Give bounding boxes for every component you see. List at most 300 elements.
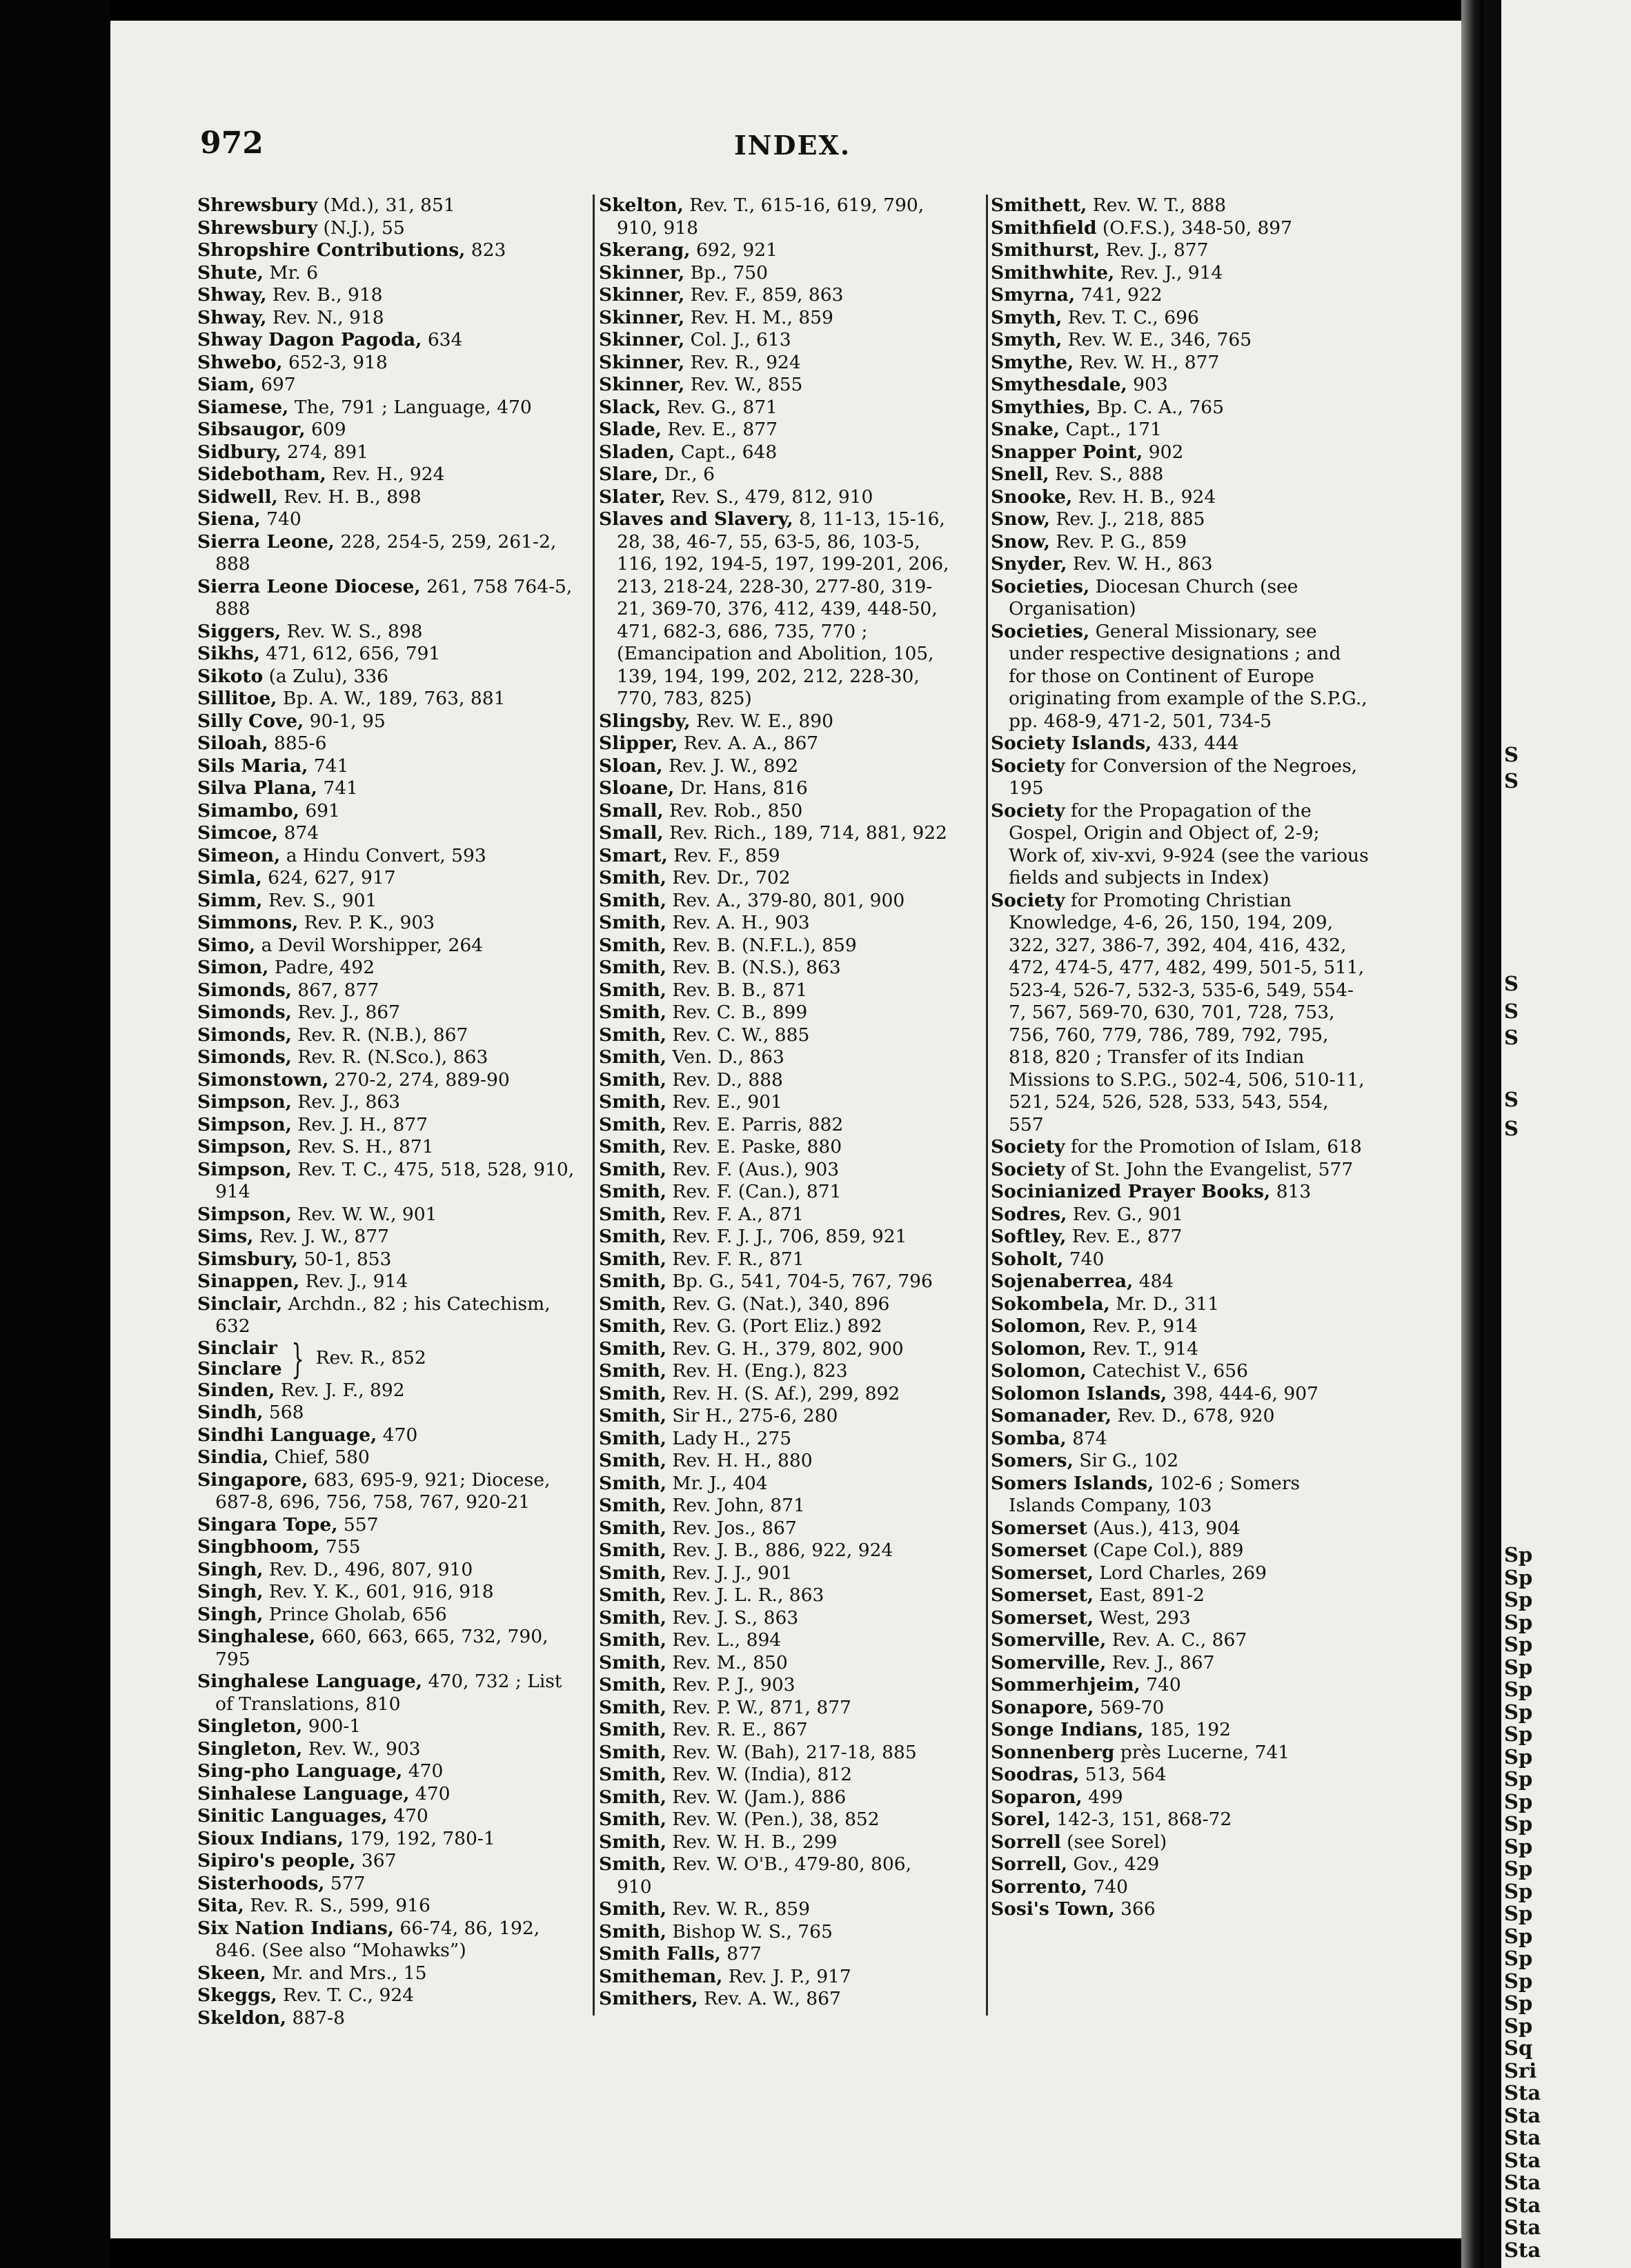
index-entry <box>599 822 951 845</box>
index-entry <box>197 755 584 778</box>
index-entry-heading: Songe Indians, <box>991 1719 1144 1740</box>
index-entry-heading: Smith, <box>599 934 666 956</box>
index-entry-heading: Smitheman, <box>599 1965 723 1987</box>
index-entry-refs: Rev. B., 918 <box>266 284 383 306</box>
index-entry-heading: Smith, <box>599 1898 666 1920</box>
index-entry-heading: Sindia, <box>197 1446 269 1468</box>
index-entry-heading: Soholt, <box>991 1248 1064 1270</box>
index-entry-heading: Smithfield <box>991 217 1097 239</box>
index-entry-heading: Sita, <box>197 1895 244 1916</box>
index-entry-refs: Rev. R. S., 599, 916 <box>244 1895 431 1916</box>
index-entry-refs: Sir H., 275-6, 280 <box>666 1405 838 1426</box>
index-entry-refs: 624, 627, 917 <box>261 867 396 888</box>
index-entry-refs: 471, 612, 656, 791 <box>259 643 441 664</box>
index-entry <box>197 397 584 419</box>
index-entry <box>197 1984 584 2007</box>
index-entry-heading: Societies, <box>991 575 1090 597</box>
facing-page-fragment: S <box>1504 769 1519 793</box>
index-entry <box>991 1428 1369 1451</box>
index-entry-refs: Rev. F. A., 871 <box>666 1203 804 1225</box>
index-entry-heading: Slack, <box>599 396 662 418</box>
index-entry-heading: Sidbury, <box>197 441 281 463</box>
index-entry-heading: Soparon, <box>991 1786 1083 1808</box>
index-entry-refs: Rev. P. G., 859 <box>1049 530 1187 553</box>
index-entry-refs: 433, 444 <box>1151 733 1239 754</box>
index-entry-heading: Simonds, <box>197 979 292 1001</box>
index-entry <box>599 800 951 823</box>
index-entry-heading: Society <box>991 799 1065 822</box>
index-entry-refs: 903 <box>1127 374 1168 395</box>
index-entry-refs: Rev. F. (Can.), 871 <box>666 1181 842 1202</box>
index-entry-heading: Sikhs, <box>197 643 260 664</box>
index-entry-refs: 557 <box>337 1513 379 1535</box>
index-entry-heading: Siam, <box>197 374 255 395</box>
index-entry-refs: a Hindu Convert, 593 <box>280 844 486 866</box>
index-entry-refs: (Md.), 31, 851 <box>317 195 455 216</box>
index-entry-heading: Somers, <box>991 1450 1074 1471</box>
index-entry-heading: Snooke, <box>991 486 1073 508</box>
index-entry-refs: 874 <box>1066 1427 1107 1449</box>
index-entry-heading: Sojenaberrea, <box>991 1271 1134 1292</box>
index-entry-refs: Rev. H. H., 880 <box>666 1450 813 1471</box>
index-entry-refs: Rev. N., 918 <box>266 306 384 328</box>
index-entry <box>599 239 951 262</box>
index-entry <box>991 1742 1369 1764</box>
index-entry-refs: (see Sorel) <box>1060 1831 1167 1853</box>
index-entry <box>991 1584 1369 1607</box>
facing-page-fragment: Sta <box>1504 2171 1541 2194</box>
index-entry-heading: Sladen, <box>599 441 675 463</box>
index-entry-refs: 813 <box>1270 1181 1312 1202</box>
index-entry-heading: Somerset <box>991 1517 1087 1539</box>
index-entry-refs: Rev. E. Paske, 880 <box>666 1136 842 1157</box>
index-entry-refs: 867, 877 <box>291 979 379 1001</box>
index-entry-heading: Simonds, <box>197 1024 292 1046</box>
index-entry-heading: Smith, <box>599 1674 666 1695</box>
index-entry-refs: 683, 695-9, 921; Diocese, 687-8, 696, 756, 758, 767, 920-21 <box>215 1469 551 1513</box>
index-entry <box>599 352 951 375</box>
index-entry <box>991 419 1369 441</box>
index-entry-heading: Socinianized Prayer Books, <box>991 1181 1271 1202</box>
index-entry <box>197 1114 584 1137</box>
index-entry <box>599 1562 951 1585</box>
index-entry-refs: Rev. W. O'B., 479-80, 806, 910 <box>617 1853 912 1898</box>
index-entry <box>991 1607 1369 1630</box>
facing-page-fragment: Sta <box>1504 2148 1541 2172</box>
facing-page-fragment: Sp <box>1504 1722 1533 1746</box>
facing-page-fragment: S <box>1504 999 1519 1023</box>
index-entry <box>599 1853 951 1898</box>
index-entry-refs: Rev. A., 379-80, 801, 900 <box>666 889 905 911</box>
index-entry-heading: Soodras, <box>991 1764 1080 1785</box>
index-entry-heading: Smith, <box>599 1853 666 1875</box>
index-entry-heading: Somerset, <box>991 1562 1094 1584</box>
index-entry <box>197 1469 584 1514</box>
index-entry-heading: Smith, <box>599 1046 666 1068</box>
index-entry-refs: for Conversion of the Negroes, 195 <box>1009 755 1358 799</box>
index-entry-heading: Solomon, <box>991 1315 1087 1337</box>
index-entry-heading: Smith, <box>599 1315 666 1337</box>
index-entry-heading: Sodres, <box>991 1203 1067 1225</box>
index-entry <box>991 1204 1369 1226</box>
index-entry <box>599 1046 951 1069</box>
index-entry <box>599 1338 951 1361</box>
facing-page-fragment: Sp <box>1504 1767 1533 1791</box>
index-entry-heading: Smith, <box>599 1405 666 1426</box>
index-entry-refs: Rev. R., 924 <box>684 351 801 373</box>
index-entry-refs: Bp., 750 <box>684 261 768 284</box>
facing-page-fragment: Sp <box>1504 1879 1533 1903</box>
index-entry-refs: Archdn., 82 ; his Catechism, 632 <box>215 1293 551 1337</box>
index-entry <box>991 1764 1369 1787</box>
index-entry <box>991 890 1369 1137</box>
index-entry <box>599 1249 951 1271</box>
index-entry-refs: East, 891-2 <box>1093 1584 1205 1606</box>
index-entry <box>991 284 1369 307</box>
index-entry-refs: 513, 564 <box>1079 1764 1167 1785</box>
index-entry-heading: Smithwhite, <box>991 261 1115 284</box>
index-entry-heading: Singhalese, <box>197 1626 316 1647</box>
index-entry <box>599 464 951 486</box>
index-entry-heading: Smith, <box>599 1181 666 1202</box>
index-entry-heading: Slare, <box>599 464 659 485</box>
index-entry-refs: Rev. D., 888 <box>666 1068 783 1091</box>
index-entry <box>991 508 1369 531</box>
index-entry-refs: 741, 922 <box>1075 284 1163 306</box>
index-entry-heading: Simonstown, <box>197 1068 329 1091</box>
index-entry-refs: for the Promotion of Islam, 618 <box>1065 1136 1362 1157</box>
index-entry-heading: Six Nation Indians, <box>197 1917 394 1939</box>
index-entry-heading: Sidebotham, <box>197 464 326 485</box>
index-entry <box>991 800 1369 890</box>
index-entry <box>197 1850 584 1873</box>
index-entry <box>991 1540 1369 1562</box>
index-entry-heading: Shwebo, <box>197 351 283 373</box>
index-entry <box>599 441 951 464</box>
index-entry <box>599 890 951 913</box>
index-entry <box>197 1424 584 1447</box>
index-entry <box>599 1674 951 1697</box>
index-entry <box>991 1473 1369 1518</box>
index-entry-refs: 499 <box>1082 1786 1123 1808</box>
index-entry-heading: Smith, <box>599 1831 666 1853</box>
index-entry <box>197 441 584 464</box>
index-entry <box>197 1380 584 1402</box>
index-entry-refs: Capt., 648 <box>675 441 778 463</box>
index-entry-heading: Simpson, <box>197 1203 292 1225</box>
index-entry <box>991 755 1369 800</box>
index-entry-refs: Rev. Jos., 867 <box>666 1517 797 1539</box>
index-entry <box>599 935 951 957</box>
index-entry <box>599 1405 951 1428</box>
index-entry-refs: Rev. W. H., 877 <box>1074 351 1220 373</box>
index-entry-refs: Rev. F. R., 871 <box>666 1248 804 1270</box>
index-entry-refs: Rev. R. (N.B.), 867 <box>291 1024 468 1046</box>
index-entry <box>991 1450 1369 1473</box>
index-entry-heading: Smith, <box>599 1786 666 1808</box>
index-entry-refs: Rev. G. H., 379, 802, 900 <box>666 1337 904 1360</box>
index-entry <box>197 1204 584 1226</box>
index-entry <box>599 486 951 509</box>
index-entry <box>197 352 584 375</box>
index-entry <box>599 419 951 441</box>
index-entry <box>599 710 951 733</box>
index-entry-heading: Smith, <box>599 1136 666 1157</box>
index-entry-heading: Sinitic Languages, <box>197 1805 388 1827</box>
index-entry <box>599 1114 951 1137</box>
index-entry <box>991 1831 1369 1854</box>
index-entry-refs: 660, 663, 665, 732, 790, 795 <box>215 1626 548 1670</box>
index-entry-refs: 8, 11-13, 15-16, 28, 38, 46-7, 55, 63-5, 86, 103-5, 116, 192, 194-5, 197, 199-201, 206, 213, 218-24, 228-30, 277-80, 319-21, 369-70, 376, 412, 439, 448-50, 471, 682-3, 686, 735, 770 ; (Emancipation and Abolition, 105, 139, 194, 199, 202, 212, 228-30, 770, 783, 825) <box>617 508 949 709</box>
index-entry-refs: 470 <box>377 1424 418 1446</box>
index-entry-heading: Shway, <box>197 306 267 328</box>
facing-page-fragment: S <box>1504 1088 1519 1111</box>
index-entry-heading: Smyth, <box>991 329 1062 350</box>
index-entry <box>599 329 951 352</box>
index-entry <box>991 621 1369 733</box>
index-entry <box>197 957 584 979</box>
index-entry-heading: Somba, <box>991 1427 1067 1449</box>
index-entry-refs: Rev. J., 914 <box>1114 261 1223 284</box>
index-entry-refs: Rev. H. M., 859 <box>684 306 833 328</box>
index-entry-refs: 470 <box>409 1782 451 1804</box>
index-entry-refs: Rev. G., 871 <box>661 396 778 418</box>
index-entry-refs: Rev. J., 863 <box>291 1091 401 1113</box>
index-entry <box>991 262 1369 285</box>
index-entry <box>197 643 584 666</box>
index-entry-heading: Smith, <box>599 1226 666 1247</box>
index-entry <box>197 1805 584 1828</box>
index-entry-refs: près Lucerne, 741 <box>1114 1741 1290 1763</box>
index-entry-heading: Singh, <box>197 1581 264 1602</box>
index-entry-heading: Simpson, <box>197 1158 292 1180</box>
index-entry <box>599 1293 951 1316</box>
index-entry-heading: Sinappen, <box>197 1271 300 1292</box>
index-entry <box>197 1671 584 1715</box>
index-entry-refs: 50-1, 853 <box>298 1248 392 1270</box>
index-entry-heading: Smythe, <box>991 351 1074 373</box>
index-entry-heading: Smith, <box>599 1158 666 1180</box>
index-entry <box>991 464 1369 486</box>
index-entry-refs: 179, 192, 780-1 <box>344 1827 495 1849</box>
index-entry-refs: Rev. Rich., 189, 714, 881, 922 <box>663 822 947 844</box>
index-entry-refs: Rev. J., 218, 885 <box>1049 508 1205 530</box>
index-entry-refs: Rev. W., 903 <box>302 1738 421 1760</box>
index-entry-refs: Capt., 171 <box>1060 419 1162 440</box>
index-entry-heading: Sipiro's people, <box>197 1850 356 1871</box>
index-entry-refs: Rev. E., 901 <box>666 1091 782 1113</box>
index-entry-heading: Softley, <box>991 1226 1067 1247</box>
index-entry-refs: Rev. J. P., 917 <box>722 1965 851 1987</box>
index-entry-refs: Rev. P. W., 871, 877 <box>666 1696 851 1718</box>
index-entry-refs: Rev. G. (Nat.), 340, 896 <box>666 1293 890 1315</box>
index-entry <box>197 710 584 733</box>
index-entry-refs: Rev. B. (N.F.L.), 859 <box>666 934 857 956</box>
index-entry-refs: 634 <box>422 329 463 350</box>
index-entry-refs: of St. John the Evangelist, 577 <box>1065 1158 1354 1180</box>
index-entry-refs: (Aus.), 413, 904 <box>1087 1517 1240 1539</box>
index-entry <box>197 1046 584 1069</box>
index-entry-heading: Skinner, <box>599 374 685 395</box>
index-entry-refs: Rev. E., 877 <box>1066 1226 1183 1247</box>
facing-page-fragment: Sp <box>1504 1947 1533 1970</box>
index-entry-refs: 90-1, 95 <box>304 710 386 732</box>
index-entry <box>197 2007 584 2030</box>
index-entry-refs: 470 <box>402 1760 444 1782</box>
index-entry-refs: Rev. W. H. B., 299 <box>666 1831 838 1853</box>
index-entry-refs: 692, 921 <box>690 239 778 261</box>
index-entry <box>197 576 584 621</box>
index-entry <box>599 979 951 1002</box>
index-entry <box>197 800 584 823</box>
index-entry-heading: Smith, <box>599 1472 666 1494</box>
index-entry-heading: Singapore, <box>197 1469 308 1491</box>
column-rule <box>986 195 988 2016</box>
index-entry-heading: Singleton, <box>197 1715 303 1737</box>
index-entry-refs: Rev. C. B., 899 <box>666 1002 808 1023</box>
index-entry-refs: 470, 732 ; List of Translations, 810 <box>215 1671 562 1715</box>
index-entry-refs: 609 <box>305 419 346 440</box>
index-entry <box>599 1315 951 1338</box>
index-entry-heading: Sindhi Language, <box>197 1424 377 1446</box>
index-entry-refs: 755 <box>319 1536 361 1558</box>
index-entry <box>599 1450 951 1473</box>
index-entry <box>991 1518 1369 1540</box>
index-entry <box>991 307 1369 330</box>
index-entry <box>599 1943 951 1966</box>
index-entry-refs: Rev. W. S., 898 <box>281 620 423 642</box>
index-entry-heading: Snow, <box>991 530 1050 553</box>
index-entry-refs: Lord Charles, 269 <box>1093 1562 1267 1584</box>
index-entry-heading: Skinner, <box>599 329 685 350</box>
index-entry-refs: Lady H., 275 <box>666 1427 792 1449</box>
index-entry <box>599 195 951 239</box>
index-entry-refs: 741 <box>308 755 349 777</box>
index-entry <box>991 195 1369 217</box>
index-entry <box>197 419 584 441</box>
index-entry-refs: Rev. E., 877 <box>662 419 778 440</box>
facing-page-fragment: Sp <box>1504 1902 1533 1925</box>
index-entry-heading: Skeggs, <box>197 1984 277 2006</box>
index-entry-heading: Silly Cove, <box>197 710 304 732</box>
index-entry-heading: Smythies, <box>991 396 1091 418</box>
index-entry <box>991 1674 1369 1697</box>
index-entry-heading: Solomon Islands, <box>991 1382 1167 1404</box>
index-entry <box>197 1271 584 1293</box>
index-entry-heading: Snow, <box>991 508 1050 530</box>
index-entry-refs: Rev. H. (S. Af.), 299, 892 <box>666 1382 900 1404</box>
index-entry-heading: Somanader, <box>991 1405 1112 1426</box>
index-entry <box>197 486 584 509</box>
index-entry-heading: Smith, <box>599 1427 666 1449</box>
index-entry-heading: Shute, <box>197 261 264 284</box>
index-entry <box>599 1069 951 1092</box>
index-entry-refs: The, 791 ; Language, 470 <box>288 396 532 418</box>
index-entry-refs: Gov., 429 <box>1067 1853 1160 1875</box>
index-entry <box>991 1159 1369 1182</box>
facing-page-fragment: Sp <box>1504 1655 1533 1679</box>
index-entry-heading: Simsbury, <box>197 1248 299 1270</box>
index-entry <box>991 1652 1369 1675</box>
index-entry-refs: Rev. E. Parris, 882 <box>666 1113 844 1135</box>
index-entry-heading: Society <box>991 1158 1065 1180</box>
index-entry-heading: Somerset, <box>991 1606 1094 1629</box>
index-entry-refs: Rev. A. C., 867 <box>1106 1629 1247 1651</box>
index-entry <box>599 867 951 890</box>
index-column-2 <box>599 195 951 2011</box>
scan-left-margin <box>0 0 110 2268</box>
index-entry <box>599 307 951 330</box>
index-entry <box>991 1719 1369 1742</box>
binding-gutter <box>1461 0 1483 2268</box>
index-entry-refs: 261, 758 764-5, 888 <box>215 575 573 619</box>
index-entry <box>197 1626 584 1671</box>
index-entry-refs: 568 <box>263 1402 304 1423</box>
index-entry-refs: Rev. W. R., 859 <box>666 1898 810 1920</box>
index-entry-refs: 366 <box>1114 1898 1156 1920</box>
index-entry-refs: Rev. J., 877 <box>1100 239 1209 261</box>
index-entry <box>599 1742 951 1764</box>
facing-page-fragment: Sp <box>1504 1924 1533 1948</box>
index-entry <box>197 1226 584 1249</box>
index-entry-refs: Rev. W. E., 890 <box>690 710 833 732</box>
facing-page-fragment: Sta <box>1504 2103 1541 2127</box>
index-entry <box>599 262 951 285</box>
index-entry <box>197 1335 584 1382</box>
index-entry-refs: 484 <box>1133 1271 1174 1292</box>
facing-page-fragment: Sp <box>1504 1588 1533 1611</box>
index-entry <box>991 1181 1369 1204</box>
index-entry <box>599 957 951 979</box>
index-entry-heading: Slater, <box>599 486 666 508</box>
index-entry-heading: Shway, <box>197 284 267 306</box>
index-entry-refs: Chief, 580 <box>268 1446 370 1468</box>
index-entry <box>599 1697 951 1720</box>
facing-page-fragment: S <box>1504 1026 1519 1049</box>
index-entry-refs: Bp. C. A., 765 <box>1091 396 1225 418</box>
index-entry-heading: Snapper Point, <box>991 441 1143 463</box>
index-entry-refs: Mr. D., 311 <box>1109 1293 1220 1315</box>
index-entry-heading: Smith, <box>599 1540 666 1561</box>
index-entry <box>599 1360 951 1383</box>
index-entry-refs: 367 <box>355 1850 397 1871</box>
index-entry-heading: Smith, <box>599 1696 666 1718</box>
index-entry-heading: Simonds, <box>197 1002 292 1023</box>
index-entry-refs: Rev. T. C., 696 <box>1062 306 1199 328</box>
index-entry-refs: 652-3, 918 <box>282 351 388 373</box>
index-entry-heading: Simpson, <box>197 1113 292 1135</box>
index-entry-heading: Smith, <box>599 1450 666 1471</box>
index-entry <box>599 1988 951 2011</box>
index-entry <box>197 262 584 285</box>
facing-page-fragment: Sp <box>1504 1857 1533 1880</box>
index-entry <box>197 1918 584 1962</box>
index-entry-refs: 102-6 ; Somers Islands Company, 103 <box>1009 1472 1301 1516</box>
index-entry-refs: Rev. W. E., 346, 765 <box>1062 329 1252 350</box>
page-title: INDEX. <box>734 130 851 161</box>
index-entry-heading: Skinner, <box>599 351 685 373</box>
index-entry-heading: Somerset, <box>991 1584 1094 1606</box>
index-entry <box>991 397 1369 419</box>
index-entry-refs: Rev. Rob., 850 <box>663 799 803 822</box>
index-entry <box>197 777 584 800</box>
index-entry-heading: Sierra Leone, <box>197 530 335 553</box>
index-entry-refs: Bp. G., 541, 704-5, 767, 796 <box>666 1271 933 1292</box>
index-entry <box>599 1607 951 1630</box>
index-entry-heading: Simambo, <box>197 799 299 822</box>
index-entry <box>599 1787 951 1809</box>
index-entry <box>599 1764 951 1787</box>
